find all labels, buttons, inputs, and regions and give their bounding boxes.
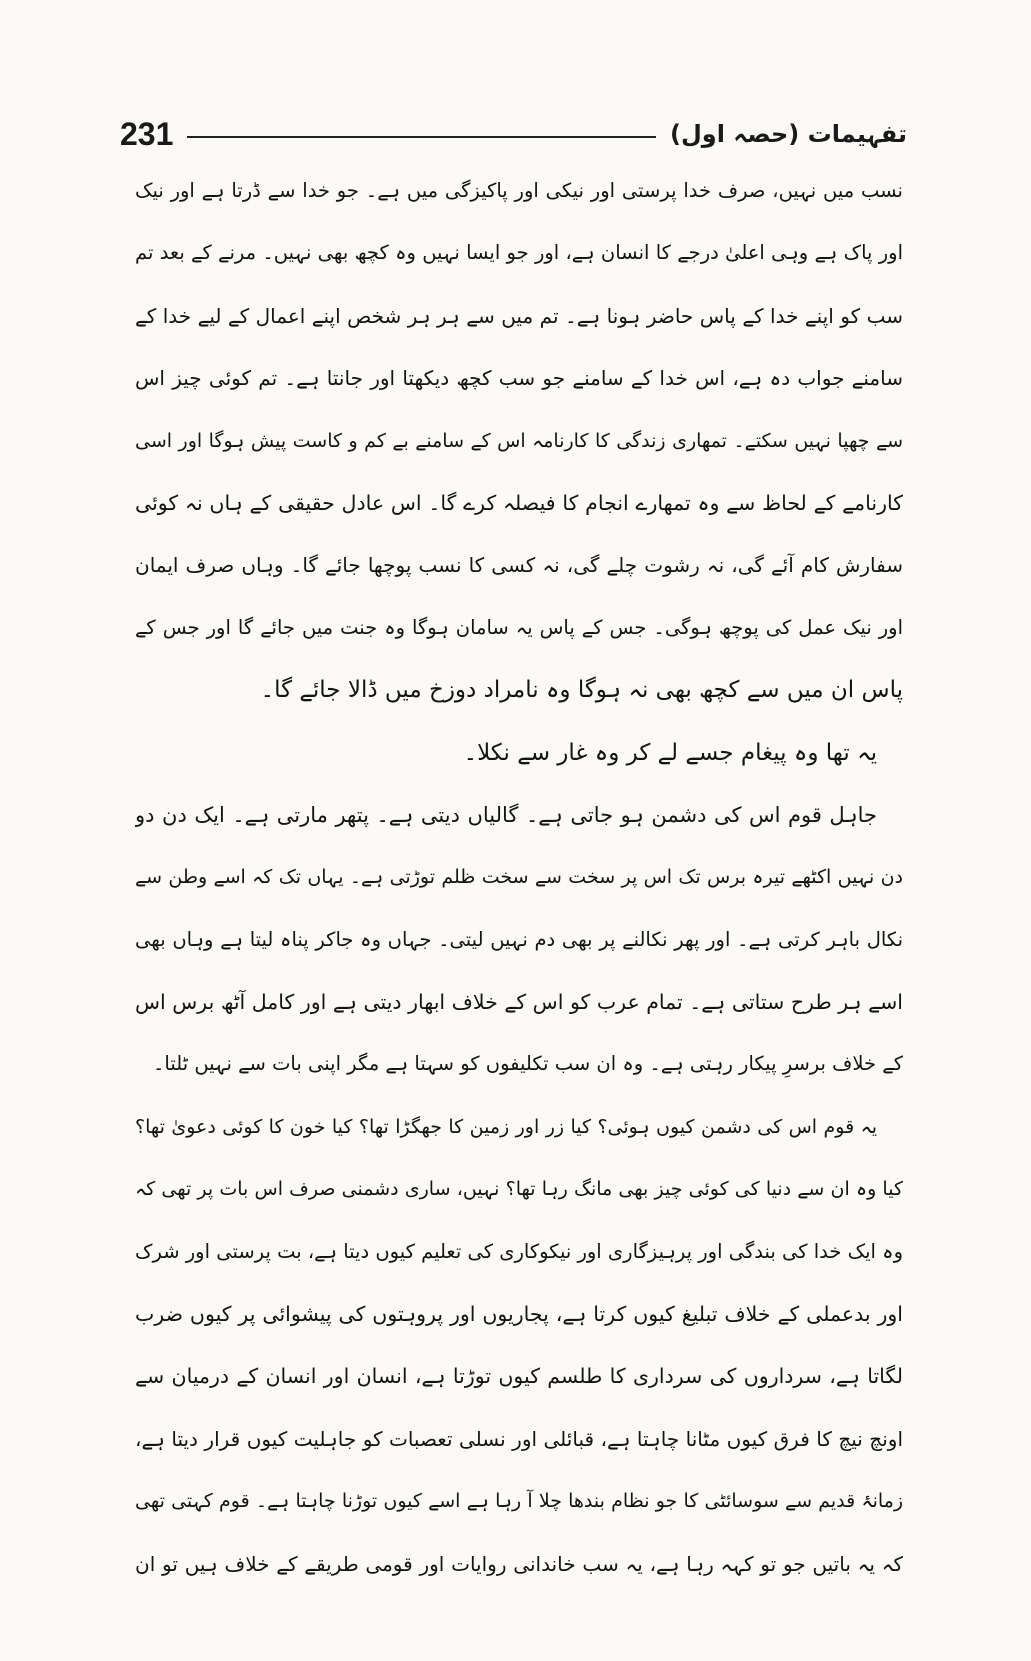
text-line: نکال باہر کرتی ہے۔ اور پھر نکالنے پر بھی دم نہیں لیتی۔ جہاں وہ جاکر پناہ لیتا ہے وہاں بھی	[135, 927, 903, 951]
text-line: سے چھپا نہیں سکتے۔ تمھاری زندگی کا کارنامہ اس کے سامنے بے کم و کاست پیش ہوگا اور اسی	[135, 429, 903, 452]
text-line: لگاتا ہے، سرداروں کی سرداری کا طلسم کیوں توڑتا ہے، انسان اور انسان کے درمیان سے	[135, 1364, 903, 1389]
text-line: سفارش کام آئے گی، نہ رشوت چلے گی، نہ کسی کا نسب پوچھا جائے گا۔ وہاں صرف ایمان	[135, 553, 903, 578]
text-line: کیا وہ ان سے دنیا کی کوئی چیز بھی مانگ رہا تھا؟ نہیں، ساری دشمنی صرف اس بات پر تھی کہ	[135, 1178, 903, 1201]
page-header	[120, 110, 907, 158]
text-line: سامنے جواب دہ ہے، اس خدا کے سامنے جو سب کچھ دیکھتا اور جانتا ہے۔ تم کوئی چیز اس	[135, 366, 903, 391]
text-line: زمانۂ قدیم سے سوسائٹی کا جو نظام بندھا چلا آ رہا ہے اسے کیوں توڑنا چاہتا ہے۔ قوم کہتی تھی	[135, 1490, 903, 1513]
text-line: یہ تھا وہ پیغام جسے لے کر وہ غار سے نکلا۔	[463, 739, 877, 766]
text-line: جاہل قوم اس کی دشمن ہو جاتی ہے۔ گالیاں دیتی ہے۔ پتھر مارتی ہے۔ ایک دن دو	[135, 802, 877, 827]
text-line: کارنامے کے لحاظ سے وہ تمھارے انجام کا فیصلہ کرے گا۔ اس عادل حقیقی کے ہاں نہ کوئی	[135, 490, 903, 515]
text-line: یہ قوم اس کی دشمن کیوں ہوئی؟ کیا زر اور زمین کا جھگڑا تھا؟ کیا خون کا کوئی دعویٰ تھا؟	[135, 1115, 877, 1138]
text-line: اور بدعملی کے خلاف تبلیغ کیوں کرتا ہے، پجاریوں اور پروہتوں کی پیشوائی پر کیوں ضرب	[135, 1302, 903, 1327]
text-line: اسے ہر طرح ستاتی ہے۔ تمام عرب کو اس کے خلاف ابھار دیتی ہے اور کامل آٹھ برس اس	[135, 990, 903, 1015]
body-text	[135, 160, 903, 1595]
text-line: وہ ایک خدا کی بندگی اور پرہیزگاری اور نیکوکاری کی تعلیم کیوں دیتا ہے، بت پرستی اور شرک	[135, 1239, 903, 1263]
running-title: تفہیمات (حصہ اول)	[670, 120, 907, 148]
text-line: دن نہیں اکٹھے تیرہ برس تک اس پر سخت سے سخت ظلم توڑتی ہے۔ یہاں تک کہ اسے وطن سے	[135, 866, 903, 889]
text-line: کہ یہ باتیں جو تو کہہ رہا ہے، یہ سب خاندانی روایات اور قومی طریقے کے خلاف ہیں تو ان	[135, 1551, 903, 1576]
page-number: 231	[120, 115, 174, 152]
text-line: نسب میں نہیں، صرف خدا پرستی اور نیکی اور پاکیزگی میں ہے۔ جو خدا سے ڈرتا ہے اور نیک	[135, 179, 903, 202]
text-line: سب کو اپنے خدا کے پاس حاضر ہونا ہے۔ تم میں سے ہر ہر شخص اپنے اعمال کے لیے خدا کے	[135, 303, 903, 328]
text-line: اور پاک ہے وہی اعلیٰ درجے کا انسان ہے، اور جو ایسا نہیں وہ کچھ بھی نہیں۔ مرنے کے بعد تم	[135, 241, 903, 265]
text-line: اور نیک عمل کی پوچھ ہوگی۔ جس کے پاس یہ سامان ہوگا وہ جنت میں جائے گا اور جس کے	[135, 615, 903, 639]
text-line: کے خلاف برسرِ پیکار رہتی ہے۔ وہ ان سب تکلیفوں کو سہتا ہے مگر اپنی بات سے نہیں ٹلتا۔	[153, 1052, 903, 1076]
text-line: پاس ان میں سے کچھ بھی نہ ہوگا وہ نامراد دوزخ میں ڈالا جائے گا۔	[260, 677, 903, 704]
text-line: اونچ نیچ کا فرق کیوں مٹانا چاہتا ہے، قبائلی اور نسلی تعصبات کو جاہلیت کیوں قرار دیتا ہے،	[135, 1426, 903, 1451]
header-rule	[187, 136, 656, 138]
